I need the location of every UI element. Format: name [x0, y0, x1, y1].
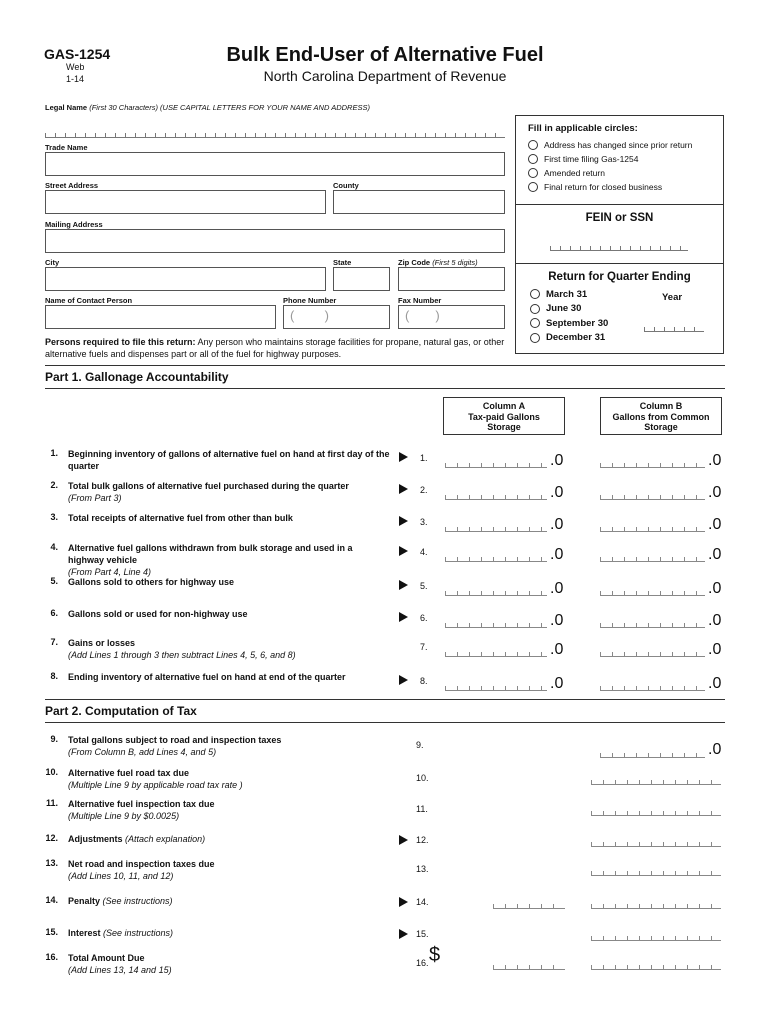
- line-ref-number: 8.: [420, 676, 428, 686]
- line-description: [68, 858, 388, 882]
- column-a-line3: Storage: [487, 422, 521, 432]
- option-label: Address has changed since prior return: [544, 140, 693, 150]
- part1-title: Part 1. Gallonage Accountability: [45, 370, 229, 384]
- line-description: [68, 576, 390, 588]
- arrow-icon: [399, 516, 408, 526]
- quarter-march[interactable]: [530, 287, 723, 302]
- zip-label: [398, 258, 478, 267]
- arrow-icon: [399, 452, 408, 462]
- arrow-icon: [399, 835, 408, 845]
- column-a-amount-input[interactable]: [445, 556, 547, 562]
- amount-input[interactable]: [591, 935, 721, 941]
- amount-input[interactable]: [591, 810, 721, 816]
- line-ref-number: 10.: [416, 773, 429, 783]
- radio-circle[interactable]: [530, 304, 540, 314]
- line-text: Alternative fuel gallons withdrawn from bulk storage and used in a highway vehicle: [68, 543, 353, 565]
- form-title-text: Bulk End-User of Alternative Fuel: [226, 44, 544, 66]
- line-subtext: (See instructions): [103, 928, 174, 938]
- column-a-amount-input[interactable]: [445, 462, 547, 468]
- line-subtext: (From Part 4, Line 4): [68, 567, 152, 577]
- line-number: 9.: [50, 734, 58, 744]
- line-subtext: (From Part 3): [68, 493, 122, 503]
- zip-input[interactable]: [398, 267, 505, 291]
- column-b-amount-input[interactable]: [600, 526, 705, 532]
- option-first-time[interactable]: [528, 152, 711, 166]
- line-description: [68, 734, 388, 758]
- arrow-icon: [399, 546, 408, 556]
- applicable-circles-panel: [515, 115, 724, 205]
- line-text: Total gallons subject to road and inspection taxes: [68, 735, 282, 745]
- line-number: 5.: [50, 576, 58, 586]
- fein-panel: [515, 204, 724, 264]
- zip-hint: (First 5 digits): [432, 258, 478, 267]
- column-b-amount-input[interactable]: [600, 494, 705, 500]
- column-b-amount-input[interactable]: [600, 622, 705, 628]
- line9-decimal: .0: [708, 741, 722, 758]
- street-address-input[interactable]: [45, 190, 326, 214]
- column-b-line1: Column B: [639, 401, 683, 411]
- line-subtext: (Add Lines 13, 14 and 15): [68, 965, 172, 975]
- amount-input-left[interactable]: [493, 964, 565, 970]
- line-ref-number: 3.: [420, 517, 428, 527]
- line-subtext: (Multiple Line 9 by $0.0025): [68, 811, 180, 821]
- phone-paren-open: (: [290, 308, 295, 323]
- column-b-header: [600, 397, 722, 435]
- quarter-panel: [515, 263, 724, 354]
- fein-title: FEIN or SSN: [585, 212, 654, 224]
- option-amended[interactable]: [528, 166, 711, 180]
- line-ref-number: 16.: [416, 958, 429, 968]
- line-text: Beginning inventory of gallons of alternative fuel on hand at first day of the quarter: [68, 449, 390, 471]
- option-final-return[interactable]: [528, 180, 711, 194]
- form-id: GAS-1254: [44, 46, 111, 62]
- line-text: Penalty: [68, 896, 101, 906]
- line-text: Gallons sold to others for highway use: [68, 577, 235, 587]
- radio-circle[interactable]: [530, 289, 540, 299]
- legal-name-label: [45, 103, 370, 112]
- line-subtext: (Multiple Line 9 by applicable road tax rate ): [68, 780, 243, 790]
- radio-circle[interactable]: [528, 154, 538, 164]
- amount-input[interactable]: [591, 964, 721, 970]
- column-b-decimal: .0: [708, 546, 722, 563]
- column-b-decimal: .0: [708, 452, 722, 469]
- zip-label-text: Zip Code: [398, 258, 431, 267]
- column-b-amount-input[interactable]: [600, 556, 705, 562]
- county-input[interactable]: [333, 190, 505, 214]
- form-subtitle: North Carolina Department of Revenue: [263, 68, 507, 84]
- column-b-decimal: .0: [708, 580, 722, 597]
- form-title: [0, 44, 770, 67]
- street-address-label: Street Address: [45, 181, 99, 190]
- arrow-icon: [399, 612, 408, 622]
- amount-input[interactable]: [591, 779, 721, 785]
- arrow-icon: [399, 484, 408, 494]
- column-a-amount-input[interactable]: [445, 590, 547, 596]
- fax-paren-close: ): [435, 308, 440, 323]
- line-text: Alternative fuel road tax due: [68, 768, 190, 778]
- fax-input[interactable]: [398, 305, 505, 329]
- line-description: [68, 512, 390, 524]
- circles-title: Fill in applicable circles:: [528, 123, 638, 134]
- line-number: 11.: [45, 798, 58, 808]
- line-number: 6.: [50, 608, 58, 618]
- arrow-icon: [399, 897, 408, 907]
- line-number: 4.: [50, 542, 58, 552]
- radio-circle[interactable]: [528, 182, 538, 192]
- column-a-decimal: .0: [550, 612, 564, 629]
- option-label: Final return for closed business: [544, 182, 663, 192]
- column-b-decimal: .0: [708, 612, 722, 629]
- phone-input[interactable]: [283, 305, 390, 329]
- line-subtext: (From Column B, add Lines 4, and 5): [68, 747, 217, 757]
- line-description: [68, 798, 388, 822]
- line-ref-number: 6.: [420, 613, 428, 623]
- state-label: State: [333, 258, 352, 267]
- phone-label: Phone Number: [283, 296, 337, 305]
- column-b-decimal: .0: [708, 641, 722, 658]
- line-description: [68, 833, 388, 845]
- line-text: Gains or losses: [68, 638, 136, 648]
- city-label: City: [45, 258, 60, 267]
- line-number: 8.: [50, 671, 58, 681]
- fax-paren-open: (: [405, 308, 410, 323]
- line-number: 16.: [45, 952, 58, 962]
- line-description: [68, 767, 388, 791]
- fax-label: Fax Number: [398, 296, 442, 305]
- legal-name-label-text: Legal Name: [45, 103, 88, 112]
- form-web-label: Web: [66, 62, 85, 72]
- line-text: Total bulk gallons of alternative fuel purchased during the quarter: [68, 481, 349, 491]
- phone-paren-close: ): [324, 308, 329, 323]
- line-description: [68, 608, 390, 620]
- line-description: [68, 895, 388, 907]
- column-a-decimal: .0: [550, 546, 564, 563]
- line-description: [68, 448, 390, 472]
- column-b-decimal: .0: [708, 516, 722, 533]
- column-a-decimal: .0: [550, 641, 564, 658]
- mailing-address-input[interactable]: [45, 229, 505, 253]
- persons-required-note: [45, 336, 510, 360]
- quarter-label: September 30: [546, 317, 609, 329]
- line-ref-number: 2.: [420, 485, 428, 495]
- line-subtext: (Attach explanation): [125, 834, 206, 844]
- line-number: 15.: [45, 927, 58, 937]
- column-a-amount-input[interactable]: [445, 651, 547, 657]
- contact-label: Name of Contact Person: [45, 296, 133, 305]
- part2-title: Part 2. Computation of Tax: [45, 704, 197, 718]
- line-number: 10.: [45, 767, 58, 777]
- line-subtext: (See instructions): [102, 896, 173, 906]
- line-ref-number: 14.: [416, 897, 429, 907]
- line-number: 2.: [50, 480, 58, 490]
- line-ref-number: 15.: [416, 929, 429, 939]
- line-subtext: (Add Lines 1 through 3 then subtract Lines 4, 5, 6, and 8): [68, 650, 296, 660]
- line-description: [68, 480, 390, 504]
- column-a-amount-input[interactable]: [445, 526, 547, 532]
- amount-input[interactable]: [591, 841, 721, 847]
- legal-name-hint: (First 30 Characters) (USE CAPITAL LETTERS FOR YOUR NAME AND ADDRESS): [89, 103, 370, 112]
- contact-input[interactable]: [45, 305, 276, 329]
- line-number: 13.: [45, 858, 58, 868]
- year-input[interactable]: [644, 326, 704, 332]
- line-ref-number: 12.: [416, 835, 429, 845]
- column-b-decimal: .0: [708, 675, 722, 692]
- part1-bottom-rule: [45, 388, 725, 389]
- form-version: 1-14: [66, 74, 85, 84]
- arrow-icon: [399, 580, 408, 590]
- line-description: [68, 542, 390, 578]
- line-description: [68, 952, 388, 976]
- line-description: [68, 671, 390, 683]
- part2-top-rule: [45, 699, 725, 700]
- fein-input[interactable]: [550, 245, 688, 251]
- line-ref-number: 11.: [416, 804, 428, 814]
- persons-required-text: Any person who maintains storage facilities for propane, natural gas, or other alternative fuels and dispenses part or all of the fuel for highway purposes.: [45, 337, 505, 359]
- column-b-amount-input[interactable]: [600, 590, 705, 596]
- column-b-amount-input[interactable]: [600, 462, 705, 468]
- amount-input[interactable]: [591, 870, 721, 876]
- column-a-line1: Column A: [482, 401, 526, 411]
- line-number: 1.: [50, 448, 58, 458]
- trade-name-label: Trade Name: [45, 143, 88, 152]
- column-a-amount-input[interactable]: [445, 622, 547, 628]
- line-text: Total receipts of alternative fuel from other than bulk: [68, 513, 293, 523]
- line-ref-number: 9.: [416, 740, 424, 750]
- amount-input[interactable]: [591, 903, 721, 909]
- line-number: 7.: [50, 637, 58, 647]
- line-text: Adjustments: [68, 834, 123, 844]
- radio-circle[interactable]: [530, 333, 540, 343]
- state-input[interactable]: [333, 267, 390, 291]
- arrow-icon: [399, 929, 408, 939]
- column-b-amount-input[interactable]: [600, 651, 705, 657]
- column-a-line2: Tax-paid Gallons: [468, 411, 540, 422]
- option-label: Amended return: [544, 168, 605, 178]
- quarter-label: June 30: [546, 303, 582, 315]
- column-a-decimal: .0: [550, 675, 564, 692]
- mailing-address-label: Mailing Address: [45, 220, 103, 229]
- line-ref-number: 1.: [420, 453, 428, 463]
- quarter-june[interactable]: [530, 302, 723, 317]
- quarter-label: March 31: [546, 288, 588, 300]
- column-a-header: [443, 397, 565, 435]
- line-text: Gallons sold or used for non-highway use: [68, 609, 248, 619]
- line-text: Interest: [68, 928, 101, 938]
- column-b-line2: Gallons from Common: [612, 411, 710, 422]
- amount-input-left[interactable]: [493, 903, 565, 909]
- line-ref-number: 4.: [420, 547, 428, 557]
- column-a-decimal: .0: [550, 484, 564, 501]
- line-description: [68, 637, 390, 661]
- persons-required-bold: Persons required to file this return:: [45, 337, 196, 347]
- city-input[interactable]: [45, 267, 326, 291]
- column-a-amount-input[interactable]: [445, 494, 547, 500]
- part1-top-rule: [45, 365, 725, 366]
- county-label: County: [333, 181, 359, 190]
- option-label: First time filing Gas-1254: [544, 154, 639, 164]
- column-a-decimal: .0: [550, 580, 564, 597]
- column-a-decimal: .0: [550, 452, 564, 469]
- radio-circle[interactable]: [530, 318, 540, 328]
- line-number: 12.: [45, 833, 58, 843]
- column-a-decimal: .0: [550, 516, 564, 533]
- line-ref-number: 13.: [416, 864, 429, 874]
- line-text: Ending inventory of alternative fuel on hand at end of the quarter: [68, 672, 346, 682]
- line-number: 3.: [50, 512, 58, 522]
- line-subtext: (Add Lines 10, 11, and 12): [68, 871, 174, 881]
- legal-name-input[interactable]: [45, 132, 505, 138]
- arrow-icon: [399, 675, 408, 685]
- trade-name-input[interactable]: [45, 152, 505, 176]
- quarter-title: Return for Quarter Ending: [548, 271, 691, 283]
- line-text: Total Amount Due: [68, 953, 145, 963]
- quarter-label: December 31: [546, 332, 606, 344]
- column-b-line3: Storage: [644, 422, 678, 432]
- line-text: Alternative fuel inspection tax due: [68, 799, 215, 809]
- line-number: 14.: [45, 895, 58, 905]
- line-text: Net road and inspection taxes due: [68, 859, 215, 869]
- part2-bottom-rule: [45, 722, 725, 723]
- column-a-amount-input[interactable]: [445, 685, 547, 691]
- column-b-amount-input[interactable]: [600, 685, 705, 691]
- line-description: [68, 927, 388, 939]
- option-address-changed[interactable]: [528, 138, 711, 152]
- radio-circle[interactable]: [528, 168, 538, 178]
- column-b-decimal: .0: [708, 484, 722, 501]
- dollar-sign: $: [429, 944, 441, 966]
- line-ref-number: 7.: [420, 642, 428, 652]
- line-ref-number: 5.: [420, 581, 428, 591]
- quarter-december[interactable]: [530, 331, 723, 346]
- line9-amount-input[interactable]: [600, 752, 705, 758]
- year-label: Year: [662, 292, 683, 303]
- radio-circle[interactable]: [528, 140, 538, 150]
